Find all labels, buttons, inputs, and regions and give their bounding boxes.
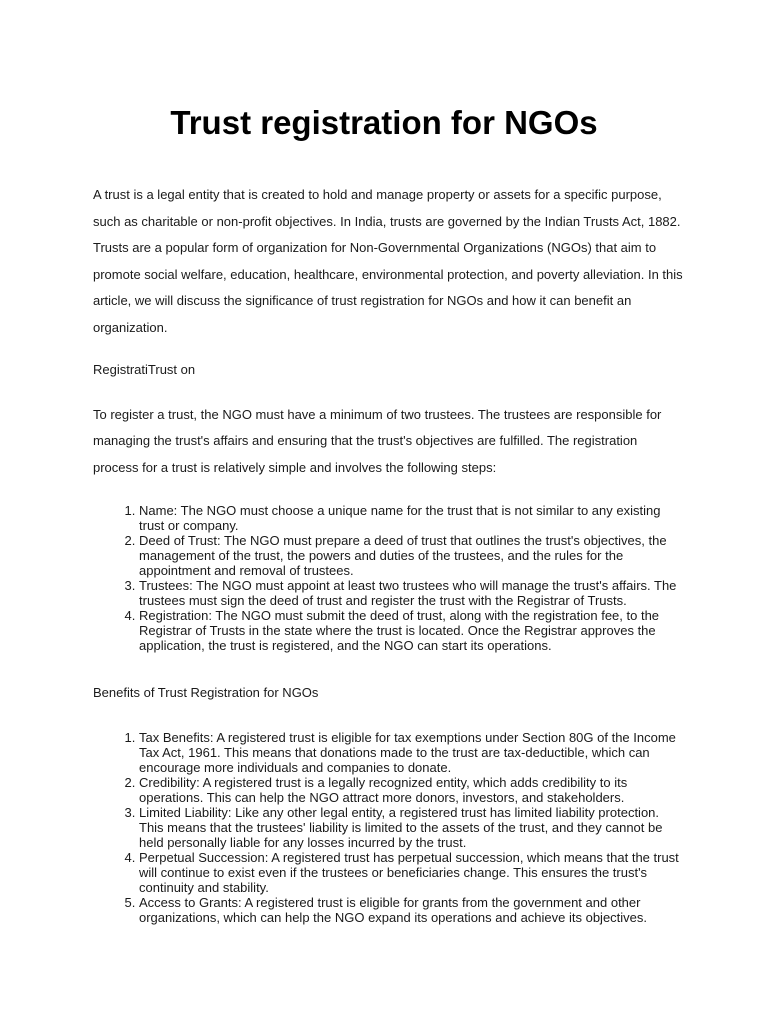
page-title: Trust registration for NGOs <box>170 104 598 141</box>
list-item: 4. Perpetual Succession: A registered trust has perpetual succession, which means that the trust will continue to exist even if the trustees or beneficiaries change. This ensures the trust's continuity and stability. <box>139 850 681 895</box>
list-item: 2. Credibility: A registered trust is a legally recognized entity, which adds credibility to its operations. This can help the NGO attract more donors, investors, and stakeholders. <box>139 775 681 805</box>
list-item: 3. Trustees: The NGO must appoint at least two trustees who will manage the trust's affairs. The trustees must sign the deed of trust and register the trust with the Registrar of Trusts. <box>139 578 681 608</box>
list-item: 1. Tax Benefits: A registered trust is eligible for tax exemptions under Section 80G of the Income Tax Act, 1961. This means that donations made to the trust are tax-deductible, which can encourage more individuals and companies to donate. <box>139 730 681 775</box>
registration-steps-list <box>93 503 681 653</box>
intro-paragraph: A trust is a legal entity that is created to hold and manage property or assets for a specific purpose, such as charitable or non-profit objectives. In India, trusts are governed by the Indian Trusts Act, 1882. Trusts are a popular form of organization for Non-Governmental Organizations (NGOs) that aim to promote social welfare, education, healthcare, environmental protection, and poverty alleviation. In this article, we will discuss the significance of trust registration for NGOs and how it can benefit an organization. <box>93 187 683 335</box>
registration-intro-paragraph: To register a trust, the NGO must have a minimum of two trustees. The trustees are responsible for managing the trust's affairs and ensuring that the trust's objectives are fulfilled. The registration process for a trust is relatively simple and involves the following steps: <box>93 407 662 475</box>
list-item: 2. Deed of Trust: The NGO must prepare a deed of trust that outlines the trust's objectives, the management of the trust, the powers and duties of the trustees, and the rules for the appointment and removal of trustees. <box>139 533 681 578</box>
list-item: 5. Access to Grants: A registered trust is eligible for grants from the government and other organizations, which can help the NGO expand its operations and achieve its objectives. <box>139 895 681 925</box>
benefits-list <box>93 730 681 925</box>
list-item: 3. Limited Liability: Like any other legal entity, a registered trust has limited liability protection. This means that the trustees' liability is limited to the assets of the trust, and they cannot be held personally liable for any losses incurred by the trust. <box>139 805 681 850</box>
benefits-heading: Benefits of Trust Registration for NGOs <box>93 685 319 700</box>
list-item: 1. Name: The NGO must choose a unique name for the trust that is not similar to any existing trust or company. <box>139 503 681 533</box>
registration-heading: RegistratiTrust on <box>93 362 196 377</box>
list-item: 4. Registration: The NGO must submit the deed of trust, along with the registration fee, to the Registrar of Trusts in the state where the trust is located. Once the Registrar approves the application, the trust is registered, and the NGO can start its operations. <box>139 608 681 653</box>
